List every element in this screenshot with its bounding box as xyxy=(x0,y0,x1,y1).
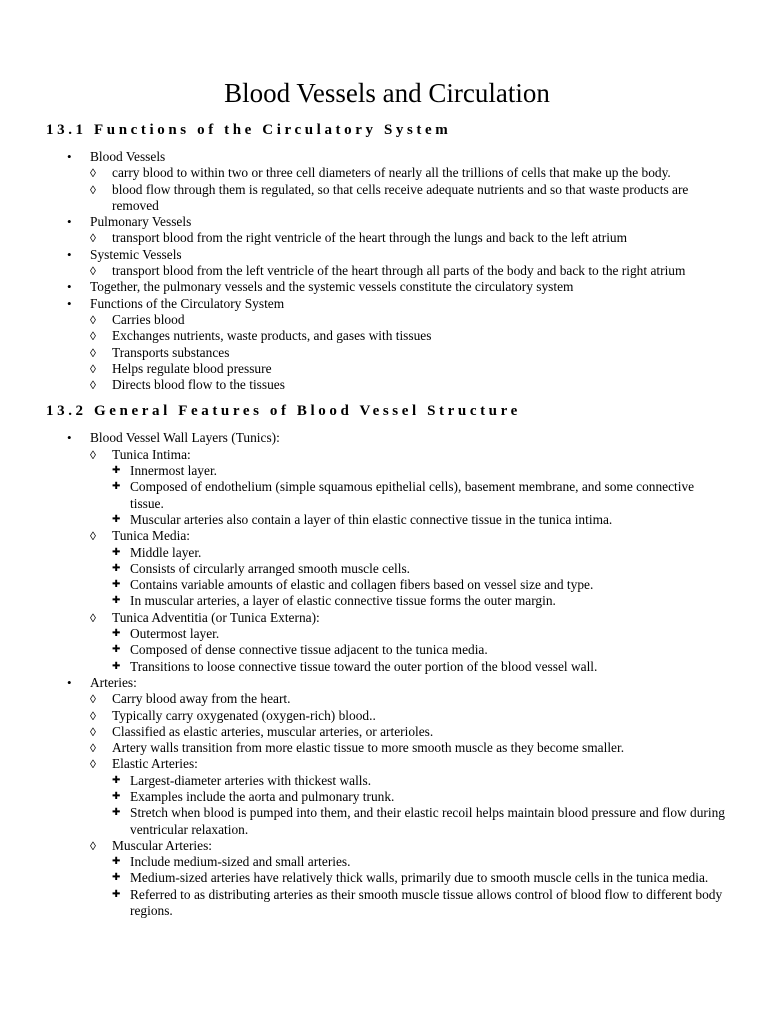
section-heading: 13.2 General Features of Blood Vessel Structure xyxy=(46,403,521,420)
list-item-text: Middle layer. xyxy=(130,544,202,560)
list-item-text: Medium-sized arteries have relatively thick walls, primarily due to smooth muscle cells in the tunica media. xyxy=(130,870,709,886)
diamond-item xyxy=(90,740,728,756)
list-item-text: Classified as elastic arteries, muscular arteries, or arterioles. xyxy=(112,723,434,739)
list-level-1 xyxy=(46,430,728,919)
diamond-item xyxy=(90,361,728,377)
diamond-item xyxy=(90,756,728,837)
diamond-item xyxy=(90,345,728,361)
list-item-text: Contains variable amounts of elastic and collagen fibers based on vessel size and type. xyxy=(130,577,594,593)
list-item-text: transport blood from the left ventricle of the heart through all parts of the body and back to the right atrium xyxy=(112,263,686,279)
cross-item xyxy=(112,789,728,805)
cross-item xyxy=(112,773,728,789)
list-item-text: Blood Vessel Wall Layers (Tunics): xyxy=(90,430,280,446)
cross-item xyxy=(112,463,728,479)
diamond-item xyxy=(90,528,728,609)
cross-item xyxy=(112,561,728,577)
diamond-item xyxy=(90,447,728,528)
list-level-3 xyxy=(112,463,728,528)
list-item-text: Artery walls transition from more elastic tissue to more smooth muscle as they become smaller. xyxy=(112,740,625,756)
list-item-text: Transports substances xyxy=(112,344,230,360)
list-level-3 xyxy=(112,545,728,610)
diamond-item xyxy=(90,263,728,279)
cross-item xyxy=(112,545,728,561)
diamond-item xyxy=(90,230,728,246)
list-item-text: blood flow through them is regulated, so that cells receive adequate nutrients and so that waste products are removed xyxy=(112,181,689,213)
list-item-text: Blood Vessels xyxy=(90,149,166,164)
list-item-text: Carries blood xyxy=(112,311,185,327)
bullet-item xyxy=(46,247,728,280)
list-level-2 xyxy=(90,165,728,214)
list-item-text: Innermost layer. xyxy=(130,463,218,479)
bullet-item xyxy=(46,430,728,674)
list-level-2 xyxy=(90,691,728,919)
list-level-2 xyxy=(90,447,728,675)
cross-item xyxy=(112,577,728,593)
bullet-item xyxy=(46,149,728,214)
list-item-text: Carry blood away from the heart. xyxy=(112,691,291,707)
list-level-2 xyxy=(90,263,728,279)
list-level-2 xyxy=(90,312,728,393)
section-heading: 13.1 Functions of the Circulatory System xyxy=(46,122,452,138)
cross-item xyxy=(112,870,728,886)
cross-item xyxy=(112,479,728,512)
list-item-text: Composed of endothelium (simple squamous epithelial cells), basement membrane, and some connective tissue. xyxy=(130,479,695,511)
list-item-text: Elastic Arteries: xyxy=(112,756,198,772)
cross-item xyxy=(112,887,728,920)
list-item-text: Stretch when blood is pumped into them, and their elastic recoil helps maintain blood pressure and flow during ventricular relaxation. xyxy=(130,805,726,837)
document-title: Blood Vessels and Circulation xyxy=(224,78,550,108)
cross-item xyxy=(112,854,728,870)
list-item-text: Exchanges nutrients, waste products, and gases with tissues xyxy=(112,328,432,344)
list-item-text: Examples include the aorta and pulmonary trunk. xyxy=(130,788,395,804)
list-item-text: Transitions to loose connective tissue toward the outer portion of the blood vessel wall. xyxy=(130,658,598,674)
diamond-item xyxy=(90,182,728,215)
list-item-text: Functions of the Circulatory System xyxy=(90,295,285,311)
list-item-text: Typically carry oxygenated (oxygen-rich) blood.. xyxy=(112,707,376,723)
list-item-text: Largest-diameter arteries with thickest walls. xyxy=(130,772,372,788)
list-item-text: Directs blood flow to the tissues xyxy=(112,377,285,393)
bullet-item xyxy=(46,214,728,247)
cross-item xyxy=(112,626,728,642)
cross-item xyxy=(112,805,728,838)
list-level-3 xyxy=(112,626,728,675)
list-item-text: Include medium-sized and small arteries. xyxy=(130,854,351,870)
diamond-item xyxy=(90,610,728,675)
list-item-text: Together, the pulmonary vessels and the systemic vessels constitute the circulatory system xyxy=(90,279,574,295)
diamond-item xyxy=(90,838,728,919)
list-item-text: Composed of dense connective tissue adjacent to the tunica media. xyxy=(130,642,488,658)
list-item-text: Helps regulate blood pressure xyxy=(112,360,272,376)
diamond-item xyxy=(90,312,728,328)
list-item-text: Outermost layer. xyxy=(130,626,220,642)
list-item-text: Tunica Intima: xyxy=(112,446,191,462)
cross-item xyxy=(112,593,728,609)
diamond-item xyxy=(90,708,728,724)
list-item-text: transport blood from the right ventricle of the heart through the lungs and back to the left atrium xyxy=(112,230,628,246)
list-item-text: Consists of circularly arranged smooth muscle cells. xyxy=(130,560,411,576)
list-item-text: Muscular Arteries: xyxy=(112,837,213,853)
list-item-text: Muscular arteries also contain a layer of thin elastic connective tissue in the tunica intima. xyxy=(130,511,613,527)
list-level-1 xyxy=(46,149,728,393)
diamond-item xyxy=(90,165,728,181)
bullet-item xyxy=(46,279,728,295)
bullet-item xyxy=(46,675,728,919)
diamond-item xyxy=(90,691,728,707)
list-level-3 xyxy=(112,773,728,838)
cross-item xyxy=(112,642,728,658)
diamond-item xyxy=(90,328,728,344)
list-level-3 xyxy=(112,854,728,919)
diamond-item xyxy=(90,377,728,393)
cross-item xyxy=(112,659,728,675)
document-body xyxy=(46,120,728,919)
list-item-text: In muscular arteries, a layer of elastic connective tissue forms the outer margin. xyxy=(130,593,556,609)
list-item-text: Pulmonary Vessels xyxy=(90,214,192,230)
list-level-2 xyxy=(90,230,728,246)
diamond-item xyxy=(90,724,728,740)
list-item-text: Systemic Vessels xyxy=(90,246,182,262)
list-item-text: Tunica Adventitia (or Tunica Externa): xyxy=(112,609,320,625)
cross-item xyxy=(112,512,728,528)
list-item-text: carry blood to within two or three cell diameters of nearly all the trillions of cells that make up the body. xyxy=(112,165,671,181)
list-item-text: Referred to as distributing arteries as their smooth muscle tissue allows control of blood flow to different body regions. xyxy=(130,886,723,919)
bullet-item xyxy=(46,296,728,394)
list-item-text: Arteries: xyxy=(90,674,137,690)
list-item-text: Tunica Media: xyxy=(112,528,190,544)
